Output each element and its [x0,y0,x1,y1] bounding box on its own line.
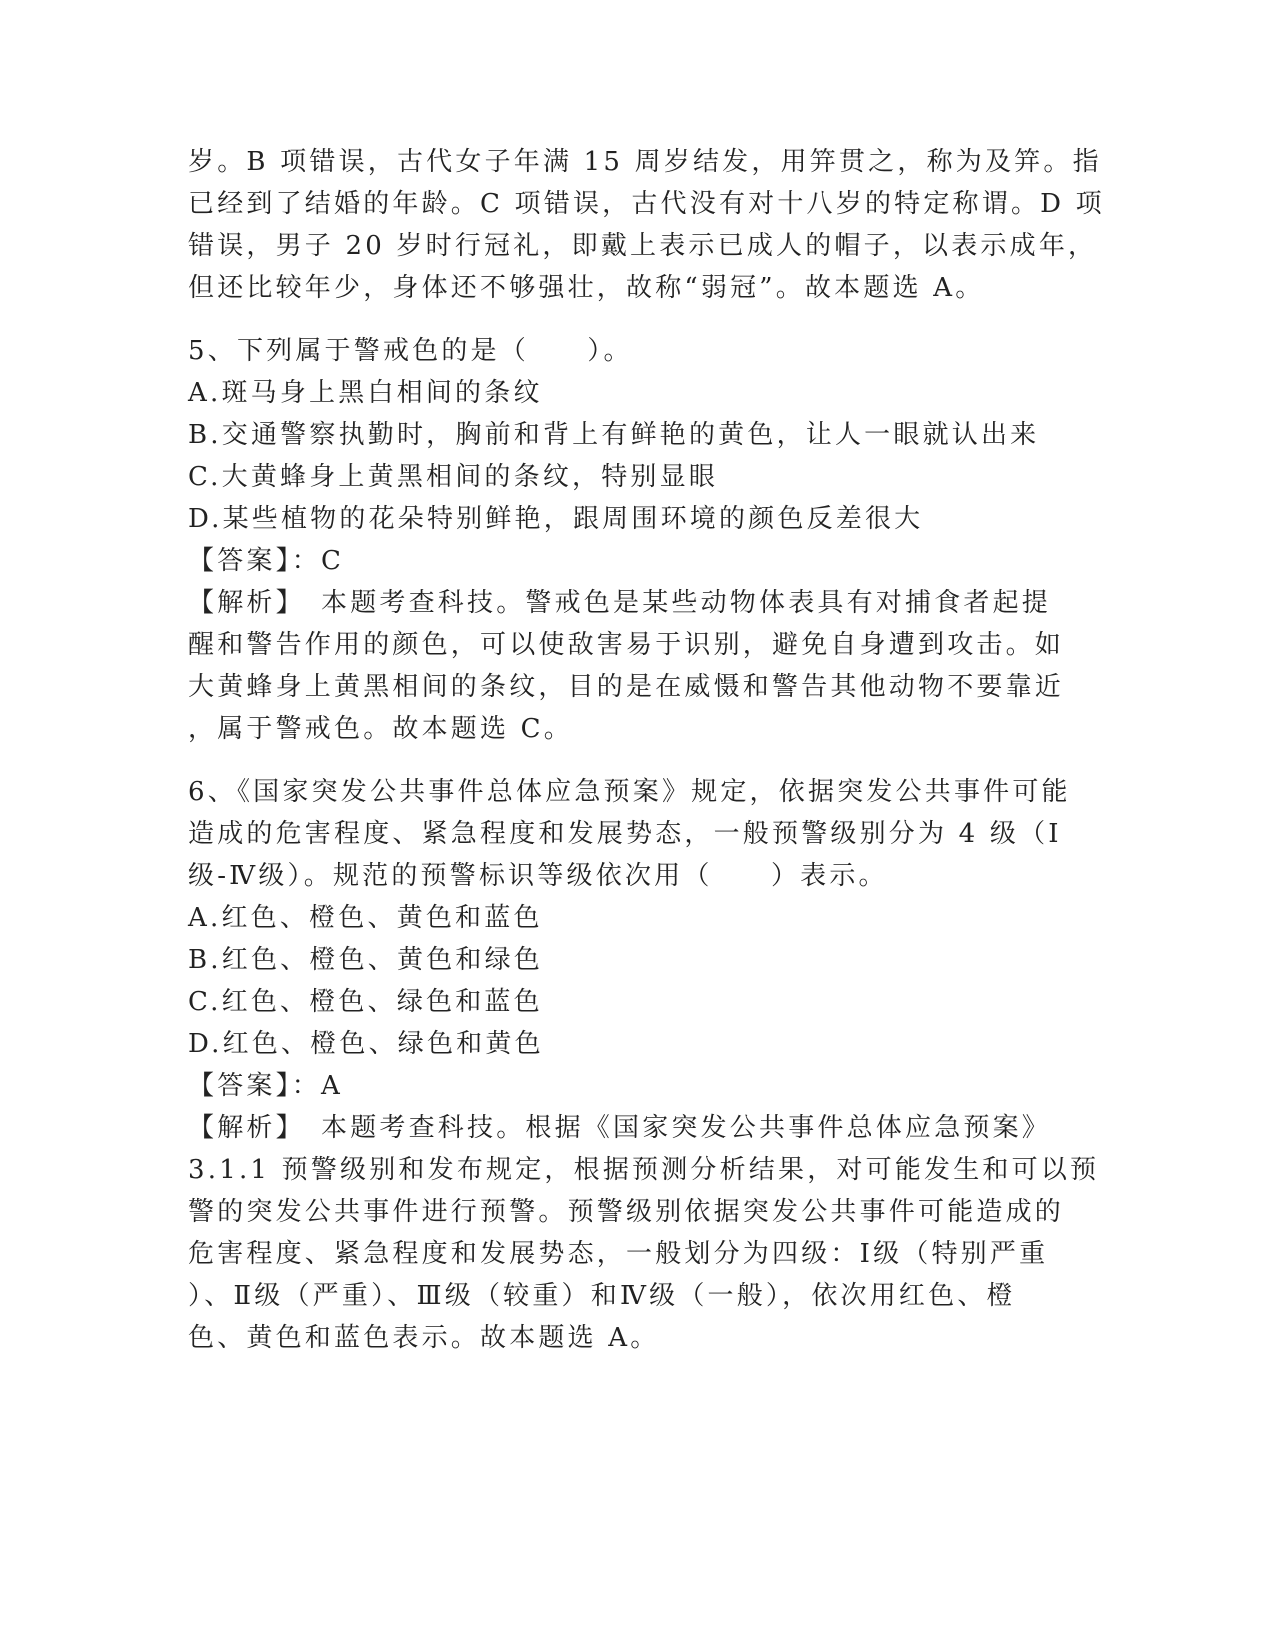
question-6-stem-line: 级-Ⅳ级）。规范的预警标识等级依次用（ ）表示。 [188,861,888,891]
prev-explanation-line: 但还比较年少，身体还不够强壮，故称“弱冠”。故本题选 A。 [188,273,985,303]
question-5-answer: 【答案】：C [188,546,345,576]
question-5-option-a: A.斑马身上黑白相间的条纹 [188,378,543,408]
question-6-option-c: C.红色、橙色、绿色和蓝色 [188,987,543,1017]
question-6-option-d: D.红色、橙色、绿色和黄色 [188,1029,544,1059]
prev-explanation-line: 已经到了结婚的年龄。C 项错误，古代没有对十八岁的特定称谓。D 项 [188,189,1105,219]
question-6-answer: 【答案】：A [188,1071,343,1101]
question-6-stem-line: 造成的危害程度、紧急程度和发展势态，一般预警级别分为 4 级（Ⅰ [188,819,1062,849]
question-6-option-a: A.红色、橙色、黄色和蓝色 [188,903,543,933]
question-5-option-c: C.大黄蜂身上黄黑相间的条纹，特别显眼 [188,462,719,492]
question-5-analysis-line: 【解析】 本题考查科技。警戒色是某些动物体表具有对捕食者起提 [188,588,1052,618]
question-6-analysis-line: 危害程度、紧急程度和发展势态，一般划分为四级：Ⅰ级（特别严重 [188,1239,1049,1269]
question-6-analysis-line: 警的突发公共事件进行预警。预警级别依据突发公共事件可能造成的 [188,1197,1065,1227]
question-5-analysis-line: 大黄蜂身上黄黑相间的条纹，目的是在威慑和警告其他动物不要靠近 [188,672,1065,702]
question-6-analysis-line: ）、Ⅱ级（严重）、Ⅲ级（较重）和Ⅳ级（一般），依次用红色、橙 [188,1281,1016,1311]
prev-explanation-line: 错误，男子 20 岁时行冠礼，即戴上表示已成人的帽子，以表示成年， [188,231,1098,261]
question-6-analysis-line: 【解析】 本题考查科技。根据《国家突发公共事件总体应急预案》 [188,1113,1052,1143]
question-5-option-b: B.交通警察执勤时，胸前和背上有鲜艳的黄色，让人一眼就认出来 [188,420,1040,450]
question-5-analysis-line: 醒和警告作用的颜色，可以使敌害易于识别，避免自身遭到攻击。如 [188,630,1065,660]
question-5-option-d: D.某些植物的花朵特别鲜艳，跟周围环境的颜色反差很大 [188,504,924,534]
question-6-stem-line: 6、《国家突发公共事件总体应急预案》规定，依据突发公共事件可能 [188,777,1071,807]
question-6-analysis-line: 色、黄色和蓝色表示。故本题选 A。 [188,1323,660,1353]
question-6-analysis-line: 3.1.1 预警级别和发布规定，根据预测分析结果，对可能发生和可以预 [188,1155,1100,1185]
prev-explanation-line: 岁。B 项错误，古代女子年满 15 周岁结发，用笄贯之，称为及笄。指 [188,147,1102,177]
question-5-stem: 5、下列属于警戒色的是（ ）。 [188,336,633,366]
question-6-option-b: B.红色、橙色、黄色和绿色 [188,945,543,975]
question-5-analysis-line: ，属于警戒色。故本题选 C。 [188,714,573,744]
